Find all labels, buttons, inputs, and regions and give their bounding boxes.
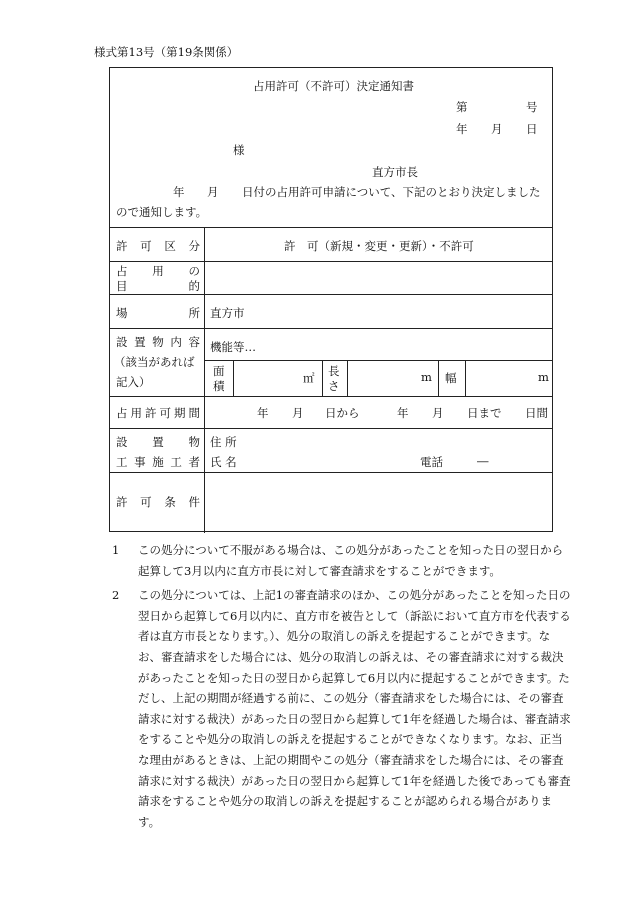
note-number: 1 [112, 543, 120, 557]
column-divider [204, 227, 205, 533]
location-label: 場所 [116, 306, 200, 320]
permit-category-value: 許 可（新規・変更・更新）・不許可 [284, 239, 474, 253]
period-from: 日から [325, 406, 360, 420]
area-label-bottom: 積 [213, 379, 225, 393]
addressee-suffix: 様 [233, 143, 245, 157]
length-label-top: 長 [328, 364, 340, 378]
installer-phone-label: 電話 [420, 455, 443, 469]
row-divider [110, 328, 552, 329]
column-divider [233, 360, 234, 396]
note-item [112, 585, 572, 832]
installer-label-line2: 工事施工者 [116, 455, 200, 469]
permit-category-label: 許可区分 [116, 239, 200, 253]
column-divider [347, 360, 348, 396]
facility-label-line3: 記入） [116, 375, 151, 389]
date-year: 年 [456, 122, 468, 136]
period-month-start: 月 [292, 406, 304, 420]
period-year-end: 年 [397, 406, 409, 420]
location-value: 直方市 [210, 306, 245, 320]
facility-label-line2: （該当があれば [114, 355, 195, 369]
body-month: 月 [207, 185, 219, 199]
area-unit: ㎡ [303, 371, 315, 385]
facility-label-line1: 設置物内容 [116, 335, 200, 349]
row-divider [110, 261, 552, 262]
notice-form [109, 67, 553, 532]
body-year: 年 [173, 185, 185, 199]
number-prefix: 第 [456, 100, 468, 114]
width-unit: m [538, 370, 549, 384]
issuer: 直方市長 [372, 165, 418, 179]
note-text: この処分について不服がある場合は、この処分があったことを知った日の翌日から起算して3月以内に直方市長に対して審査請求をすることができます。 [138, 543, 564, 578]
date-day: 日 [526, 122, 538, 136]
row-divider [110, 428, 552, 429]
installer-name-label: 氏 名 [210, 455, 237, 469]
installer-phone-dash: ― [477, 454, 489, 468]
purpose-label-line1: 占用の [116, 264, 200, 278]
body-text: 日付の占用許可申請について、下記のとおり決定しました [242, 185, 541, 199]
width-label: 幅 [445, 371, 457, 385]
form-number: 様式第13号（第19条関係） [94, 45, 239, 59]
row-divider [110, 227, 552, 228]
column-divider [465, 360, 466, 396]
length-label-bottom: さ [328, 379, 340, 393]
column-divider [438, 360, 439, 396]
installer-label-line1: 設置物 [116, 435, 200, 449]
row-divider [204, 360, 552, 361]
facility-equipment: 機能等… [210, 340, 256, 354]
notes-section [112, 540, 572, 832]
row-divider [110, 472, 552, 473]
row-divider [110, 396, 552, 397]
row-divider [110, 294, 552, 295]
period-month-end: 月 [432, 406, 444, 420]
column-divider [322, 360, 323, 396]
area-label-top: 面 [213, 364, 225, 378]
body-text-end: ので通知します。 [116, 205, 208, 219]
period-year-start: 年 [257, 406, 269, 420]
notice-title: 占用許可（不許可）決定通知書 [253, 79, 414, 93]
note-item [112, 540, 572, 581]
note-text: この処分については、上記1の審査請求のほか、この処分があったことを知った日の翌日から起算して6月以内に、直方市を被告として（訴訟において直方市を代表する者は直方市長となります。）、処分の取消しの訴えを提起することができます。なお、審査請求をした場合には、処分の取消しの訴えは、その審査請求に対する裁決があったことを知った日の翌日から起算して6月以内に提起することができます。ただし、上記の期間が経過する前に、この処分（審査請求をした場合には、その審査請求に対する裁決）があった日の翌日から起算して1年を経過した場合は、審査請求をすることや処分の取消しの訴えを提起することができなくなります。なお、正当な理由があるときは、上記の期間やこの処分（審査請求をした場合には、その審査請求に対する裁決）があった日の翌日から起算して1年を経過した後であっても審査請求をすることや処分の取消しの訴えを提起することが認められる場合があります。 [138, 588, 571, 829]
number-suffix: 号 [526, 100, 538, 114]
length-unit: m [421, 370, 432, 384]
conditions-label: 許可条件 [116, 495, 200, 509]
date-month: 月 [491, 122, 503, 136]
purpose-label-line2: 目的 [116, 279, 200, 293]
installer-address-label: 住 所 [210, 435, 237, 449]
period-days: 日間 [525, 406, 548, 420]
note-number: 2 [112, 588, 120, 603]
period-until: 日まで [467, 406, 502, 420]
period-label: 占用許可期間 [116, 406, 200, 420]
